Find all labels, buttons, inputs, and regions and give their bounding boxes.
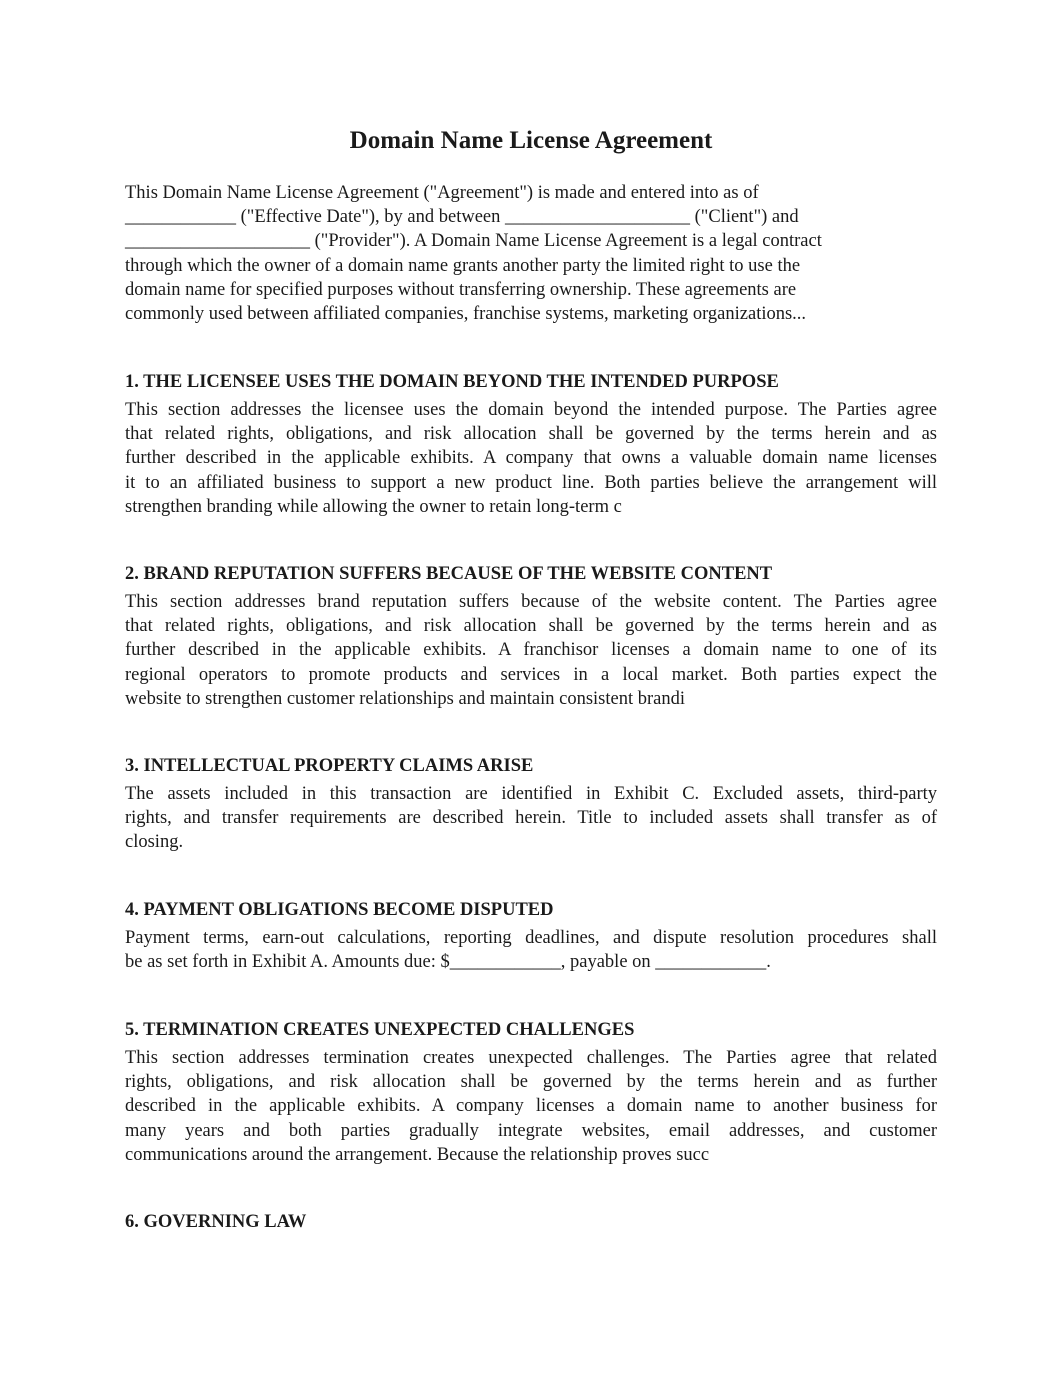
section-line: rights, and transfer requirements are described herein. Title to included assets shall transfer as of: [125, 808, 937, 829]
section-line: Payment terms, earn-out calculations, reporting deadlines, and dispute resolution procedures shall: [125, 928, 937, 948]
section-line: strengthen branding while allowing the owner to retain long-term c: [125, 496, 622, 517]
section-body: [125, 926, 937, 974]
intro-line: domain name for specified purposes without transferring ownership. These agreements are: [125, 279, 797, 300]
section-body: [125, 590, 937, 711]
section-line: further described in the applicable exhibits. A franchisor licenses a domain name to one of its: [125, 640, 937, 661]
section-line: that related rights, obligations, and risk allocation shall be governed by the terms herein and as: [125, 424, 937, 445]
intro-paragraph: [125, 181, 937, 326]
section-line: communications around the arrangement. Because the relationship proves succ: [125, 1144, 710, 1165]
section-heading: 2. BRAND REPUTATION SUFFERS BECAUSE OF THE WEBSITE CONTENT: [125, 564, 773, 584]
section-line: This section addresses termination creates unexpected challenges. The Parties agree that related: [125, 1048, 937, 1068]
section-2: [125, 562, 937, 711]
section-line: This section addresses brand reputation suffers because of the website content. The Parties agree: [125, 592, 937, 612]
section-line: rights, obligations, and risk allocation shall be governed by the terms herein and as further: [125, 1072, 937, 1093]
document-title: Domain Name License Agreement: [349, 127, 713, 154]
section-body: [125, 1046, 937, 1167]
section-line: many years and both parties gradually integrate websites, email addresses, and customer: [125, 1120, 937, 1141]
intro-line: ____________ ("Effective Date"), by and between ____________________ ("Client") and: [125, 207, 799, 228]
section-line: The assets included in this transaction are identified in Exhibit C. Excluded assets, third-party: [125, 784, 937, 804]
intro-line: ____________________ ("Provider"). A Domain Name License Agreement is a legal contract: [125, 231, 822, 252]
section-6: [125, 1210, 937, 1234]
section-line: it to an affiliated business to support a new product line. Both parties believe the arrangement will: [125, 472, 937, 493]
section-line: further described in the applicable exhibits. A company that owns a valuable domain name licenses: [125, 448, 937, 469]
section-4: [125, 898, 937, 974]
intro-line: This Domain Name License Agreement ("Agreement") is made and entered into as of: [125, 183, 759, 203]
section-heading: 6. GOVERNING LAW: [125, 1212, 307, 1232]
section-3: [125, 754, 937, 855]
section-heading: 5. TERMINATION CREATES UNEXPECTED CHALLENGES: [125, 1020, 635, 1040]
section-line: described in the applicable exhibits. A company licenses a domain name to another business for: [125, 1096, 937, 1117]
section-line: that related rights, obligations, and risk allocation shall be governed by the terms herein and as: [125, 616, 937, 637]
intro-line: commonly used between affiliated companies, franchise systems, marketing organizations...: [125, 304, 807, 325]
section-heading: 4. PAYMENT OBLIGATIONS BECOME DISPUTED: [125, 900, 554, 920]
section-line: be as set forth in Exhibit A. Amounts due: $____________, payable on ____________.: [125, 952, 771, 973]
section-body: [125, 782, 937, 855]
section-line: closing.: [125, 832, 184, 853]
section-line: website to strengthen customer relationships and maintain consistent brandi: [125, 688, 686, 709]
section-body: [125, 398, 937, 519]
section-line: This section addresses the licensee uses the domain beyond the intended purpose. The Parties agree: [125, 400, 937, 420]
intro-line: through which the owner of a domain name grants another party the limited right to use the: [125, 255, 801, 276]
section-1: [125, 370, 937, 519]
section-line: regional operators to promote products and services in a local market. Both parties expect the: [125, 664, 937, 685]
section-heading: 3. INTELLECTUAL PROPERTY CLAIMS ARISE: [125, 756, 534, 776]
section-heading: 1. THE LICENSEE USES THE DOMAIN BEYOND THE INTENDED PURPOSE: [125, 372, 779, 392]
section-5: [125, 1018, 937, 1167]
